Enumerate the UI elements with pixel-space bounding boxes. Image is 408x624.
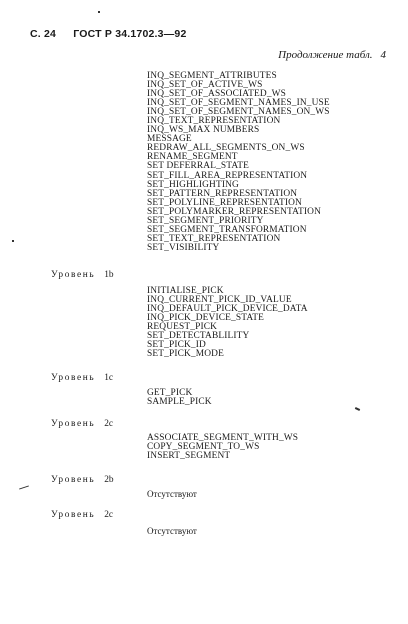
standard-designation: ГОСТ Р 34.1702.3—92 [73, 28, 187, 40]
function-name: SET_PICK_MODE [147, 349, 224, 360]
function-name: SET_HIGHLIGHTING [147, 179, 239, 190]
function-name: INQ_SET_OF_SEGMENT_NAMES_IN_USE [147, 98, 330, 109]
level-code: 2c [104, 510, 114, 520]
level-heading-2b [51, 475, 114, 485]
level-heading-2c-second [51, 510, 113, 520]
function-name: SET_PICK_ID [147, 340, 206, 351]
function-list-level-2c [147, 434, 298, 461]
level-word: Уровень [51, 270, 96, 280]
absent-note: Отсутствуют [147, 526, 197, 536]
function-name: INQ_TEXT_REPRESENTATION [147, 116, 281, 127]
function-name: COPY_SEGMENT_TO_WS [147, 442, 260, 453]
table-continuation-label [278, 49, 386, 61]
level-word: Уровень [51, 475, 96, 485]
level-code: 1c [104, 373, 114, 383]
absent-note: Отсутствуют [147, 489, 197, 499]
level-heading-1c [51, 373, 113, 383]
function-name: ASSOCIATE_SEGMENT_WITH_WS [147, 433, 299, 443]
function-list-level-1c [147, 389, 212, 407]
function-name: SET_SEGMENT_PRIORITY [147, 215, 264, 226]
function-name: SET_FILL_AREA_REPRESENTATION [147, 170, 308, 181]
function-name: INQ_SET_OF_SEGMENT_NAMES_ON_WS [147, 107, 330, 118]
level-word: Уровень [51, 419, 96, 429]
level-heading-1b [51, 270, 114, 280]
function-name: SET_SEGMENT_TRANSFORMATION [147, 224, 307, 235]
function-name: INSERT_SEGMENT [147, 451, 231, 462]
level-word: Уровень [51, 373, 96, 383]
table-number: 4 [380, 49, 386, 61]
function-name: INQ_CURRENT_PICK_ID_VALUE [147, 295, 292, 306]
scan-speck [19, 485, 29, 489]
function-list-level-1b [147, 287, 308, 359]
function-name: SET_VISIBILITY [147, 242, 220, 253]
function-name: INITIALISE_PICK [147, 286, 224, 296]
function-name: SET_DETECTABLILITY [147, 331, 250, 342]
function-name: RENAME_SEGMENT [147, 152, 238, 163]
function-name: SET_TEXT_REPRESENTATION [147, 233, 281, 244]
page-header [30, 28, 186, 40]
continuation-text: Продолжение табл. [278, 49, 373, 61]
function-name: INQ_DEFAULT_PICK_DEVICE_DATA [147, 304, 308, 315]
level-code: 1b [104, 270, 114, 280]
function-name: SET_POLYLINE_REPRESENTATION [147, 197, 302, 208]
function-name: INQ_SET_OF_ASSOCIATED_WS [147, 89, 287, 100]
function-name: MESSAGE [147, 134, 192, 145]
level-code: 2c [104, 419, 114, 429]
scan-speck [98, 11, 100, 13]
function-name: INQ_SET_OF_ACTIVE_WS [147, 80, 263, 91]
function-name: INQ_WS_MAX NUMBERS [147, 125, 260, 136]
function-name: SAMPLE_PICK [147, 397, 212, 408]
level-code: 2b [104, 475, 114, 485]
scan-speck [12, 240, 14, 242]
function-name: SET_PATTERN_REPRESENTATION [147, 188, 298, 199]
function-name: INQ_SEGMENT_ATTRIBUTES [147, 71, 277, 81]
function-list-level-0 [147, 72, 330, 253]
function-name: SET_POLYMARKER_REPRESENTATION [147, 206, 322, 217]
function-name: SET DEFERRAL_STATE [147, 161, 250, 172]
function-name: REQUEST_PICK [147, 322, 218, 333]
page-number: С. 24 [30, 28, 57, 40]
level-word: Уровень [51, 510, 96, 520]
function-name: REDRAW_ALL_SEGMENTS_ON_WS [147, 143, 305, 154]
function-name: INQ_PICK_DEVICE_STATE [147, 313, 264, 324]
level-heading-2c [51, 419, 113, 429]
scan-speck [355, 407, 360, 411]
function-name: GET_PICK [147, 388, 193, 398]
